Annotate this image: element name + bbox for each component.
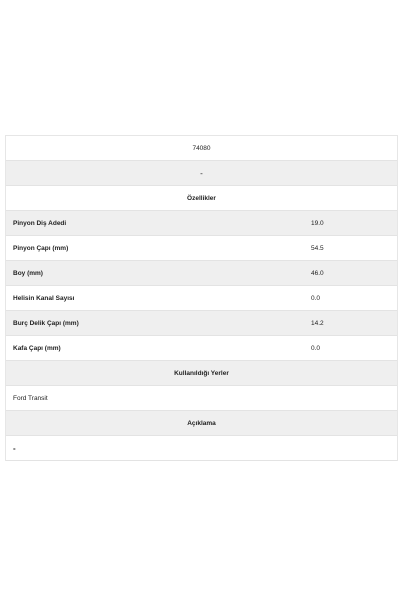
- features-heading: Özellikler: [187, 195, 216, 202]
- usage-row: [6, 386, 397, 411]
- feature-value: 54.5: [311, 245, 324, 252]
- product-subtitle-row: [6, 161, 397, 186]
- usage-heading: Kullanıldığı Yerler: [174, 370, 229, 377]
- feature-row: [6, 261, 397, 286]
- feature-label: Boy (mm): [13, 270, 43, 277]
- feature-label: Burç Delik Çapı (mm): [13, 320, 79, 327]
- feature-row: [6, 236, 397, 261]
- feature-value: 0.0: [311, 345, 321, 352]
- description-value: -: [13, 444, 16, 453]
- features-heading-row: [6, 186, 397, 211]
- feature-row: [6, 311, 397, 336]
- feature-label: Pinyon Çapı (mm): [13, 245, 69, 252]
- feature-label: Pinyon Diş Adedi: [13, 220, 67, 227]
- feature-value: 0.0: [311, 295, 321, 302]
- feature-value: 14.2: [311, 320, 324, 327]
- product-code-row: [6, 136, 397, 161]
- description-row: [6, 436, 397, 461]
- usage-heading-row: [6, 361, 397, 386]
- description-heading-row: [6, 411, 397, 436]
- description-heading: Açıklama: [187, 420, 216, 427]
- usage-value: Ford Transit: [13, 395, 48, 402]
- feature-value: 19.0: [311, 220, 324, 227]
- feature-label: Helisin Kanal Sayısı: [13, 295, 75, 302]
- feature-label: Kafa Çapı (mm): [13, 345, 61, 352]
- product-spec-table: [5, 135, 398, 461]
- product-subtitle: -: [200, 169, 203, 178]
- feature-row: [6, 286, 397, 311]
- feature-row: [6, 336, 397, 361]
- feature-value: 46.0: [311, 270, 324, 277]
- product-code: 74080: [192, 145, 211, 152]
- feature-row: [6, 211, 397, 236]
